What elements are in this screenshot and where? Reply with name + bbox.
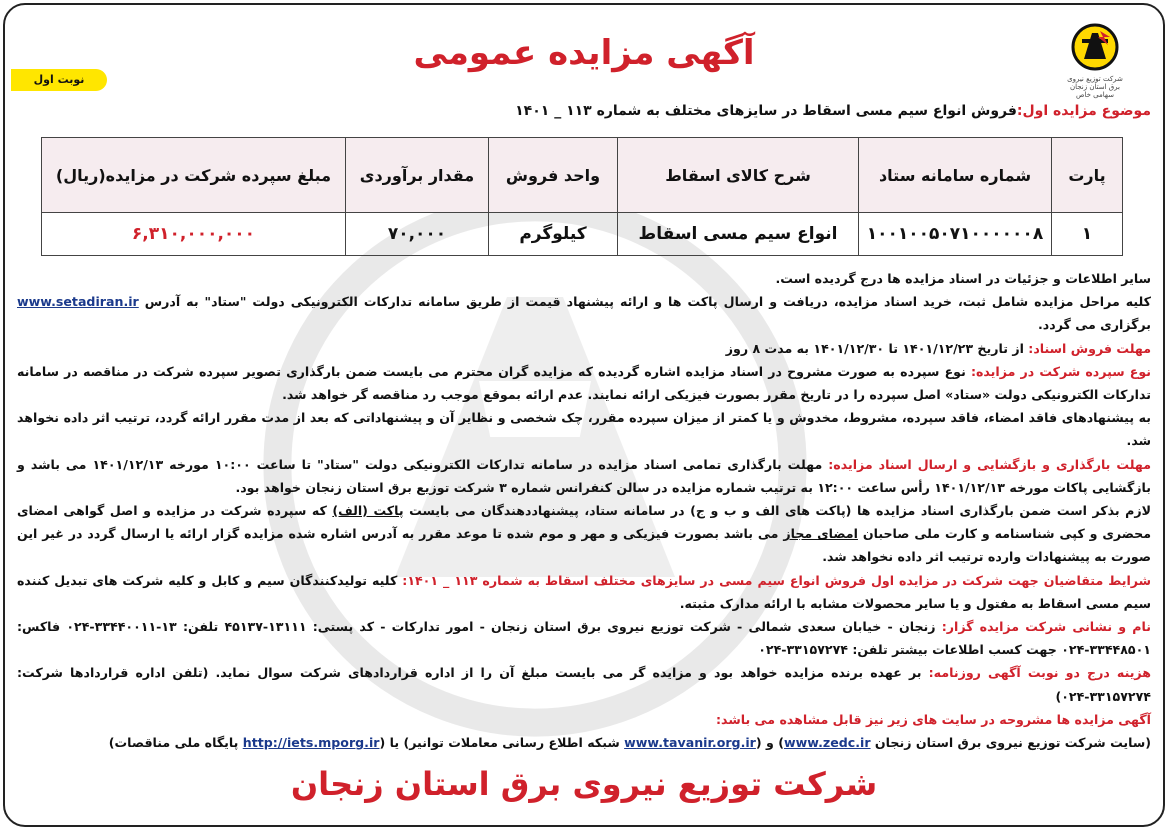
- ad-cost-paragraph: [17, 661, 1151, 707]
- websites-text-a: (سایت شرکت توزیع نیروی برق استان زنجان: [870, 735, 1151, 751]
- envelope-text-a: لازم بذکر است ضمن بارگذاری اسناد مزایده ها (پاکت های الف و ب و ج) در سامانه ستاد، پیشنهاددهندگان می بایست: [403, 503, 1151, 519]
- process-text-b: برگزاری می گردد.: [1037, 317, 1151, 333]
- envelope-text-b: که سپرده شرکت در مزایده و اصل گواهی امضای محضری و کپی شناسنامه و کارت ملی صاحبان: [17, 503, 1151, 542]
- header-deposit-amount: مبلغ سپرده شرکت در مزایده(ریال): [42, 138, 346, 213]
- header-setad-number: شماره سامانه ستاد: [859, 138, 1052, 213]
- header-scrap-description: شرح کالای اسقاط: [618, 138, 859, 213]
- subject-text: فروش انواع سیم مسی اسقاط در سایزهای مختلف به شماره ۱۱۳ _ ۱۴۰۱: [515, 103, 1017, 119]
- document-sale-label: مهلت فروش اسناد:: [1028, 340, 1151, 356]
- header-part: پارت: [1052, 138, 1123, 213]
- tavanir-link[interactable]: www.tavanir.org.ir: [624, 735, 756, 751]
- auction-subject: [515, 103, 1151, 119]
- deposit-label: نوع سپرده شرکت در مزایده:: [970, 363, 1151, 379]
- info-paragraph: سایر اطلاعات و جزئیات در اسناد مزایده ها درج گردیده است.: [775, 271, 1151, 286]
- cell-deposit-amount: ۶,۳۱۰,۰۰۰,۰۰۰: [42, 213, 346, 256]
- page-title: آگهی مزایده عمومی: [413, 33, 755, 73]
- envelope-a-underlined: پاکت (الف): [332, 503, 404, 519]
- ad-cost-text: بر عهده برنده مزایده خواهد بود و مزایده گر می بایست مبلغ آن را از اداره قراردادهای شرکت سوال نماید. (تلفن اداره قراردادها شرکت: ۳۳۱۵۷۲۷۴-۰۲۴): [17, 665, 1151, 704]
- websites-paragraph: [17, 731, 1151, 754]
- iets-link[interactable]: http://iets.mporg.ir: [242, 735, 380, 751]
- address-paragraph: [17, 615, 1151, 661]
- eligibility-text: کلیه تولیدکنندگان سیم و کابل و کلیه شرکت های تبدیل کننده سیم مسی اسقاط به مفتول و یا سایر محصولات مشابه با ارائه مدارک مثبته.: [17, 572, 1151, 611]
- ad-cost-label: هزینه درج دو نوبت آگهی روزنامه:: [928, 665, 1151, 681]
- header-estimated-quantity: مقدار برآوردی: [346, 138, 489, 213]
- authorized-signature-underlined: امضای مجاز: [783, 526, 858, 542]
- items-table: [41, 137, 1123, 256]
- cell-scrap-description: انواع سیم مسی اسقاط: [618, 213, 859, 256]
- document-sale-paragraph: [17, 337, 1151, 360]
- process-text-a: کلیه مراحل مزایده شامل ثبت، خرید اسناد مزایده، دریافت و ارسال پاکت ها و ارائه پیشنهاد قیمت از طریق سامانه تدارکات الکترونیکی دولت "ستاد" به آدرس: [138, 294, 1151, 310]
- websites-text-c: شبکه اطلاع رسانی معاملات توانیر) یا (: [379, 735, 625, 751]
- eligibility-paragraph: [17, 569, 1151, 615]
- eligibility-label: شرایط متقاضیان جهت شرکت در مزایده اول فروش انواع سیم مسی در سایزهای مختلف اسقاط به شماره ۱۱۳ _ ۱۴۰۱:: [402, 572, 1151, 588]
- logo-subcaption: سهامی خاص: [1076, 91, 1114, 99]
- header-sale-unit: واحد فروش: [489, 138, 618, 213]
- envelope-paragraph: [17, 499, 1151, 569]
- deadline-label: مهلت بارگذاری و بازگشایی و ارسال اسناد مزایده:: [828, 456, 1151, 472]
- websites-text-b: ) و (: [755, 735, 784, 751]
- document-sale-text: از تاریخ ۱۴۰۱/۱۲/۲۳ تا ۱۴۰۱/۱۲/۳۰ به مدت ۸ روز: [725, 340, 1029, 356]
- websites-heading: آگهی مزایده ها مشروحه در سایت های زیر نیز قابل مشاهده می باشد:: [716, 711, 1151, 727]
- logo-caption: شرکت توزیع نیروی برق استان زنجان: [1067, 75, 1123, 91]
- envelope-text-c: می باشد بصورت فیزیکی و مهر و موم شده تا موعد مقرر به آدرس اشاره شده مزایده گزار ارائه یا ارسال گردد در غیر این صورت به پیشنهادات وارده ترتیب اثر داده نخواهد شد.: [17, 526, 1151, 565]
- round-badge: نوبت اول: [11, 69, 107, 91]
- cell-sale-unit: کیلوگرم: [489, 213, 618, 256]
- rejection-paragraph: به پیشنهادهای فاقد امضاء، فاقد سپرده، مشروط، مخدوش و یا کمتر از میزان سپرده مقرر، چک شخصی و نظایر آن و پیشنهاداتی که بعد از مدت مقرر ارائه گردد، ترتیب اثر داده نخواهد شد.: [17, 410, 1151, 449]
- notice-body: [17, 267, 1151, 754]
- cell-estimated-quantity: ۷۰,۰۰۰: [346, 213, 489, 256]
- websites-text-d: پایگاه ملی مناقصات): [108, 735, 243, 751]
- address-text: زنجان - خیابان سعدی شمالی - شرکت توزیع نیروی برق استان زنجان - امور تدارکات - کد پستی: ۱۳۱۱۱-۴۵۱۳۷ تلفن: ۱۳-۳۳۴۴۰۰۱۱-۰۲۴ فاکس: ۳۳۴۴۸۵۰۱-۰۲۴ جهت کسب اطلاعات بیشتر تلفن: ۳۳۱۵۷۲۷۴-۰۲۴: [17, 619, 1151, 658]
- deadline-paragraph: [17, 453, 1151, 499]
- notice-frame: [3, 3, 1165, 827]
- address-label: نام و نشانی شرکت مزایده گزار:: [941, 619, 1151, 635]
- subject-label: موضوع مزایده اول:: [1016, 103, 1151, 119]
- cell-part: ۱: [1052, 213, 1123, 256]
- footer-company-name: شرکت توزیع نیروی برق استان زنجان: [290, 765, 878, 803]
- deposit-paragraph: [17, 360, 1151, 406]
- zedc-link[interactable]: www.zedc.ir: [784, 735, 871, 751]
- table-row: [42, 213, 1123, 256]
- process-paragraph: [17, 290, 1151, 336]
- cell-setad-number: ۱۰۰۱۰۰۵۰۷۱۰۰۰۰۰۰۸: [859, 213, 1052, 256]
- table-header-row: [42, 138, 1123, 213]
- deposit-text: نوع سپرده به صورت مشروح در اسناد مزایده اشاره گردیده که مزایده گران محترم می بایست ضمن بارگذاری تصویر سپرده شرکت در مناقصه در سامانه تدارکات الکترونیکی دولت «ستاد» اصل سپرده را در تاریخ مقرر بصورت فیزیکی ارائه نمایند. عدم ارائه بموقع موجب رد مناقصه گر خواهد شد.: [17, 363, 1151, 403]
- setad-link[interactable]: www.setadiran.ir: [17, 294, 139, 310]
- deadline-text: مهلت بارگذاری تمامی اسناد مزایده در سامانه تدارکات الکترونیکی دولت "ستاد" تا ساعت ۱۰:۰۰ مورخه ۱۴۰۱/۱۲/۱۳ می باشد و بازگشایی پاکات مورخه ۱۴۰۱/۱۲/۱۳ رأس ساعت ۱۲:۰۰ به ترتیب شماره مزایده در سالن کنفرانس شماره ۳ شرکت توزیع برق استان زنجان خواهد بود.: [17, 456, 1151, 495]
